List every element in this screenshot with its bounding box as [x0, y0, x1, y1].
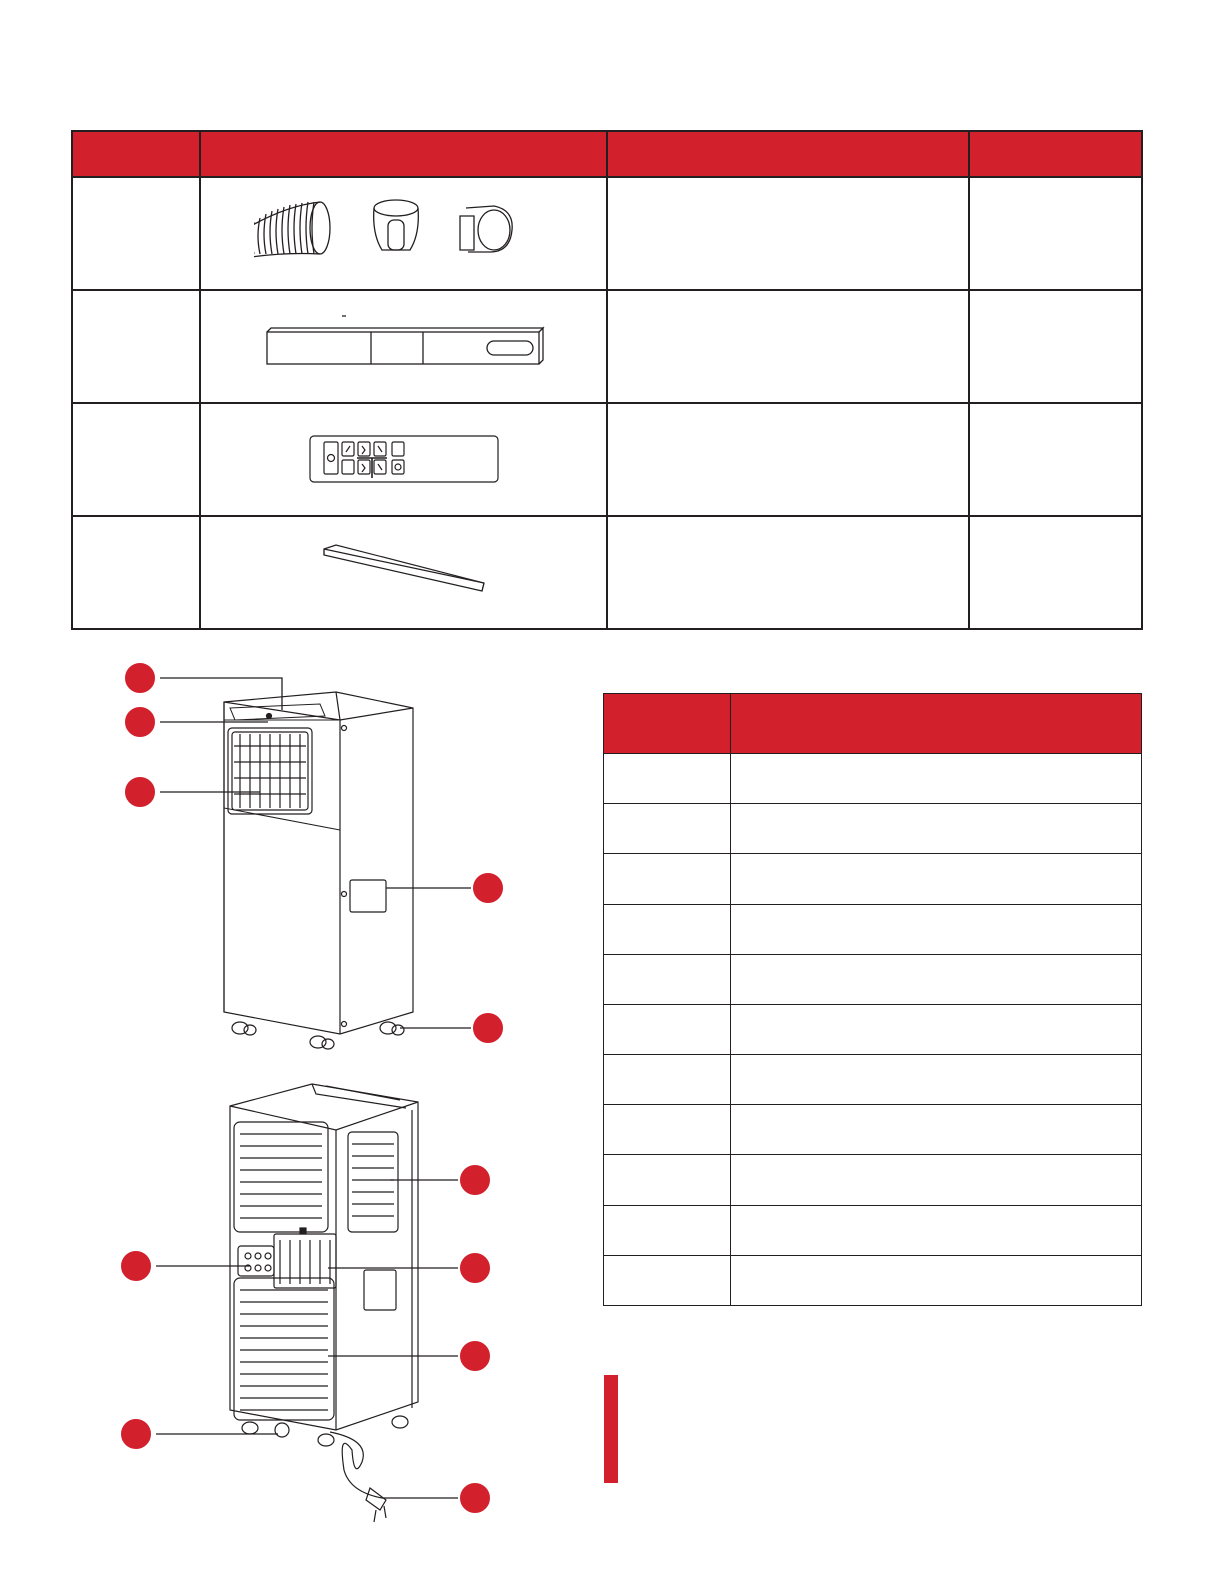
accessory-description-cell	[607, 177, 969, 290]
part-name-cell	[731, 954, 1142, 1004]
part-number-cell	[604, 754, 731, 804]
parts-header-cell	[731, 694, 1142, 754]
accessory-number-cell	[72, 290, 200, 403]
unit-parts-diagram	[100, 650, 530, 1530]
parts-header-row	[604, 694, 1142, 754]
part-name-cell	[731, 1055, 1142, 1105]
accessory-image-cell	[200, 403, 607, 516]
callout-marker	[124, 706, 156, 738]
parts-table-body	[604, 754, 1142, 1306]
callout-marker	[459, 1252, 491, 1284]
power-cord-icon	[330, 1432, 386, 1522]
unit-adapter-icon	[460, 206, 512, 252]
accessory-image-cell	[200, 516, 607, 629]
rear-lower-grille-icon	[234, 1278, 334, 1420]
accessory-description-cell	[607, 403, 969, 516]
part-name-cell	[731, 854, 1142, 904]
part-number-cell	[604, 1055, 731, 1105]
parts-table	[603, 693, 1142, 1306]
accessory-quantity-cell	[969, 516, 1142, 629]
part-number-cell	[604, 954, 731, 1004]
foam-seal-strip-illustration	[314, 541, 494, 605]
rear-filter-icon	[274, 1228, 336, 1288]
part-name-cell	[731, 1105, 1142, 1155]
accessories-row	[72, 177, 1142, 290]
accessories-header-row	[72, 131, 1142, 177]
parts-row	[604, 1205, 1142, 1255]
parts-header-cell	[604, 694, 731, 754]
parts-row	[604, 954, 1142, 1004]
part-number-cell	[604, 1105, 731, 1155]
parts-row	[604, 1004, 1142, 1054]
front-view-unit	[224, 692, 413, 1049]
front-leader-lines	[160, 678, 472, 1028]
part-number-cell	[604, 1004, 731, 1054]
side-label-icon	[350, 880, 386, 912]
callout-marker	[459, 1164, 491, 1196]
callout-marker	[459, 1340, 491, 1372]
part-number-cell	[604, 1205, 731, 1255]
note-accent-bar	[604, 1375, 618, 1483]
callout-marker	[120, 1250, 152, 1282]
accessory-number-cell	[72, 516, 200, 629]
accessory-image-cell	[200, 290, 607, 403]
callout-marker	[472, 872, 504, 904]
accessory-number-cell	[72, 177, 200, 290]
parts-row	[604, 1055, 1142, 1105]
rear-side-grille-icon	[348, 1132, 398, 1232]
part-name-cell	[731, 754, 1142, 804]
accessory-number-cell	[72, 403, 200, 516]
parts-row	[604, 804, 1142, 854]
exhaust-hose-and-adapters-illustration	[254, 194, 554, 274]
exhaust-hose-icon	[254, 202, 330, 258]
part-name-cell	[731, 804, 1142, 854]
accessories-table	[71, 130, 1143, 630]
accessories-header-cell	[200, 131, 607, 177]
rear-leader-lines	[156, 1180, 460, 1498]
window-adapter-icon	[373, 200, 418, 250]
callout-marker	[459, 1482, 491, 1514]
parts-row	[604, 754, 1142, 804]
front-louvre-grille-icon	[228, 728, 312, 814]
accessories-header-cell	[607, 131, 969, 177]
parts-row	[604, 1105, 1142, 1155]
rear-control-panel-icon	[238, 1246, 274, 1276]
accessories-header-cell	[72, 131, 200, 177]
part-name-cell	[731, 904, 1142, 954]
part-number-cell	[604, 904, 731, 954]
accessory-description-cell	[607, 290, 969, 403]
front-caster-wheels-icon	[232, 1022, 404, 1049]
callout-marker	[472, 1012, 504, 1044]
accessory-quantity-cell	[969, 290, 1142, 403]
part-number-cell	[604, 804, 731, 854]
accessory-image-cell	[200, 177, 607, 290]
parts-row	[604, 904, 1142, 954]
part-name-cell	[731, 1155, 1142, 1205]
parts-row	[604, 854, 1142, 904]
callout-marker	[124, 662, 156, 694]
accessories-row	[72, 516, 1142, 629]
accessories-header-cell	[969, 131, 1142, 177]
part-number-cell	[604, 854, 731, 904]
drain-outlet-icon	[275, 1423, 289, 1437]
part-name-cell	[731, 1205, 1142, 1255]
part-number-cell	[604, 1255, 731, 1305]
parts-row	[604, 1155, 1142, 1205]
part-number-cell	[604, 1155, 731, 1205]
accessory-quantity-cell	[969, 177, 1142, 290]
callout-marker	[124, 776, 156, 808]
accessory-description-cell	[607, 516, 969, 629]
accessories-row	[72, 403, 1142, 516]
callout-marker	[120, 1418, 152, 1450]
remote-control-illustration	[304, 432, 504, 488]
rear-view-unit	[230, 1084, 418, 1522]
part-name-cell	[731, 1004, 1142, 1054]
part-name-cell	[731, 1255, 1142, 1305]
window-slider-kit-illustration	[259, 312, 549, 382]
accessories-row	[72, 290, 1142, 403]
rear-upper-grille-icon	[234, 1122, 328, 1232]
parts-row	[604, 1255, 1142, 1305]
accessory-quantity-cell	[969, 403, 1142, 516]
